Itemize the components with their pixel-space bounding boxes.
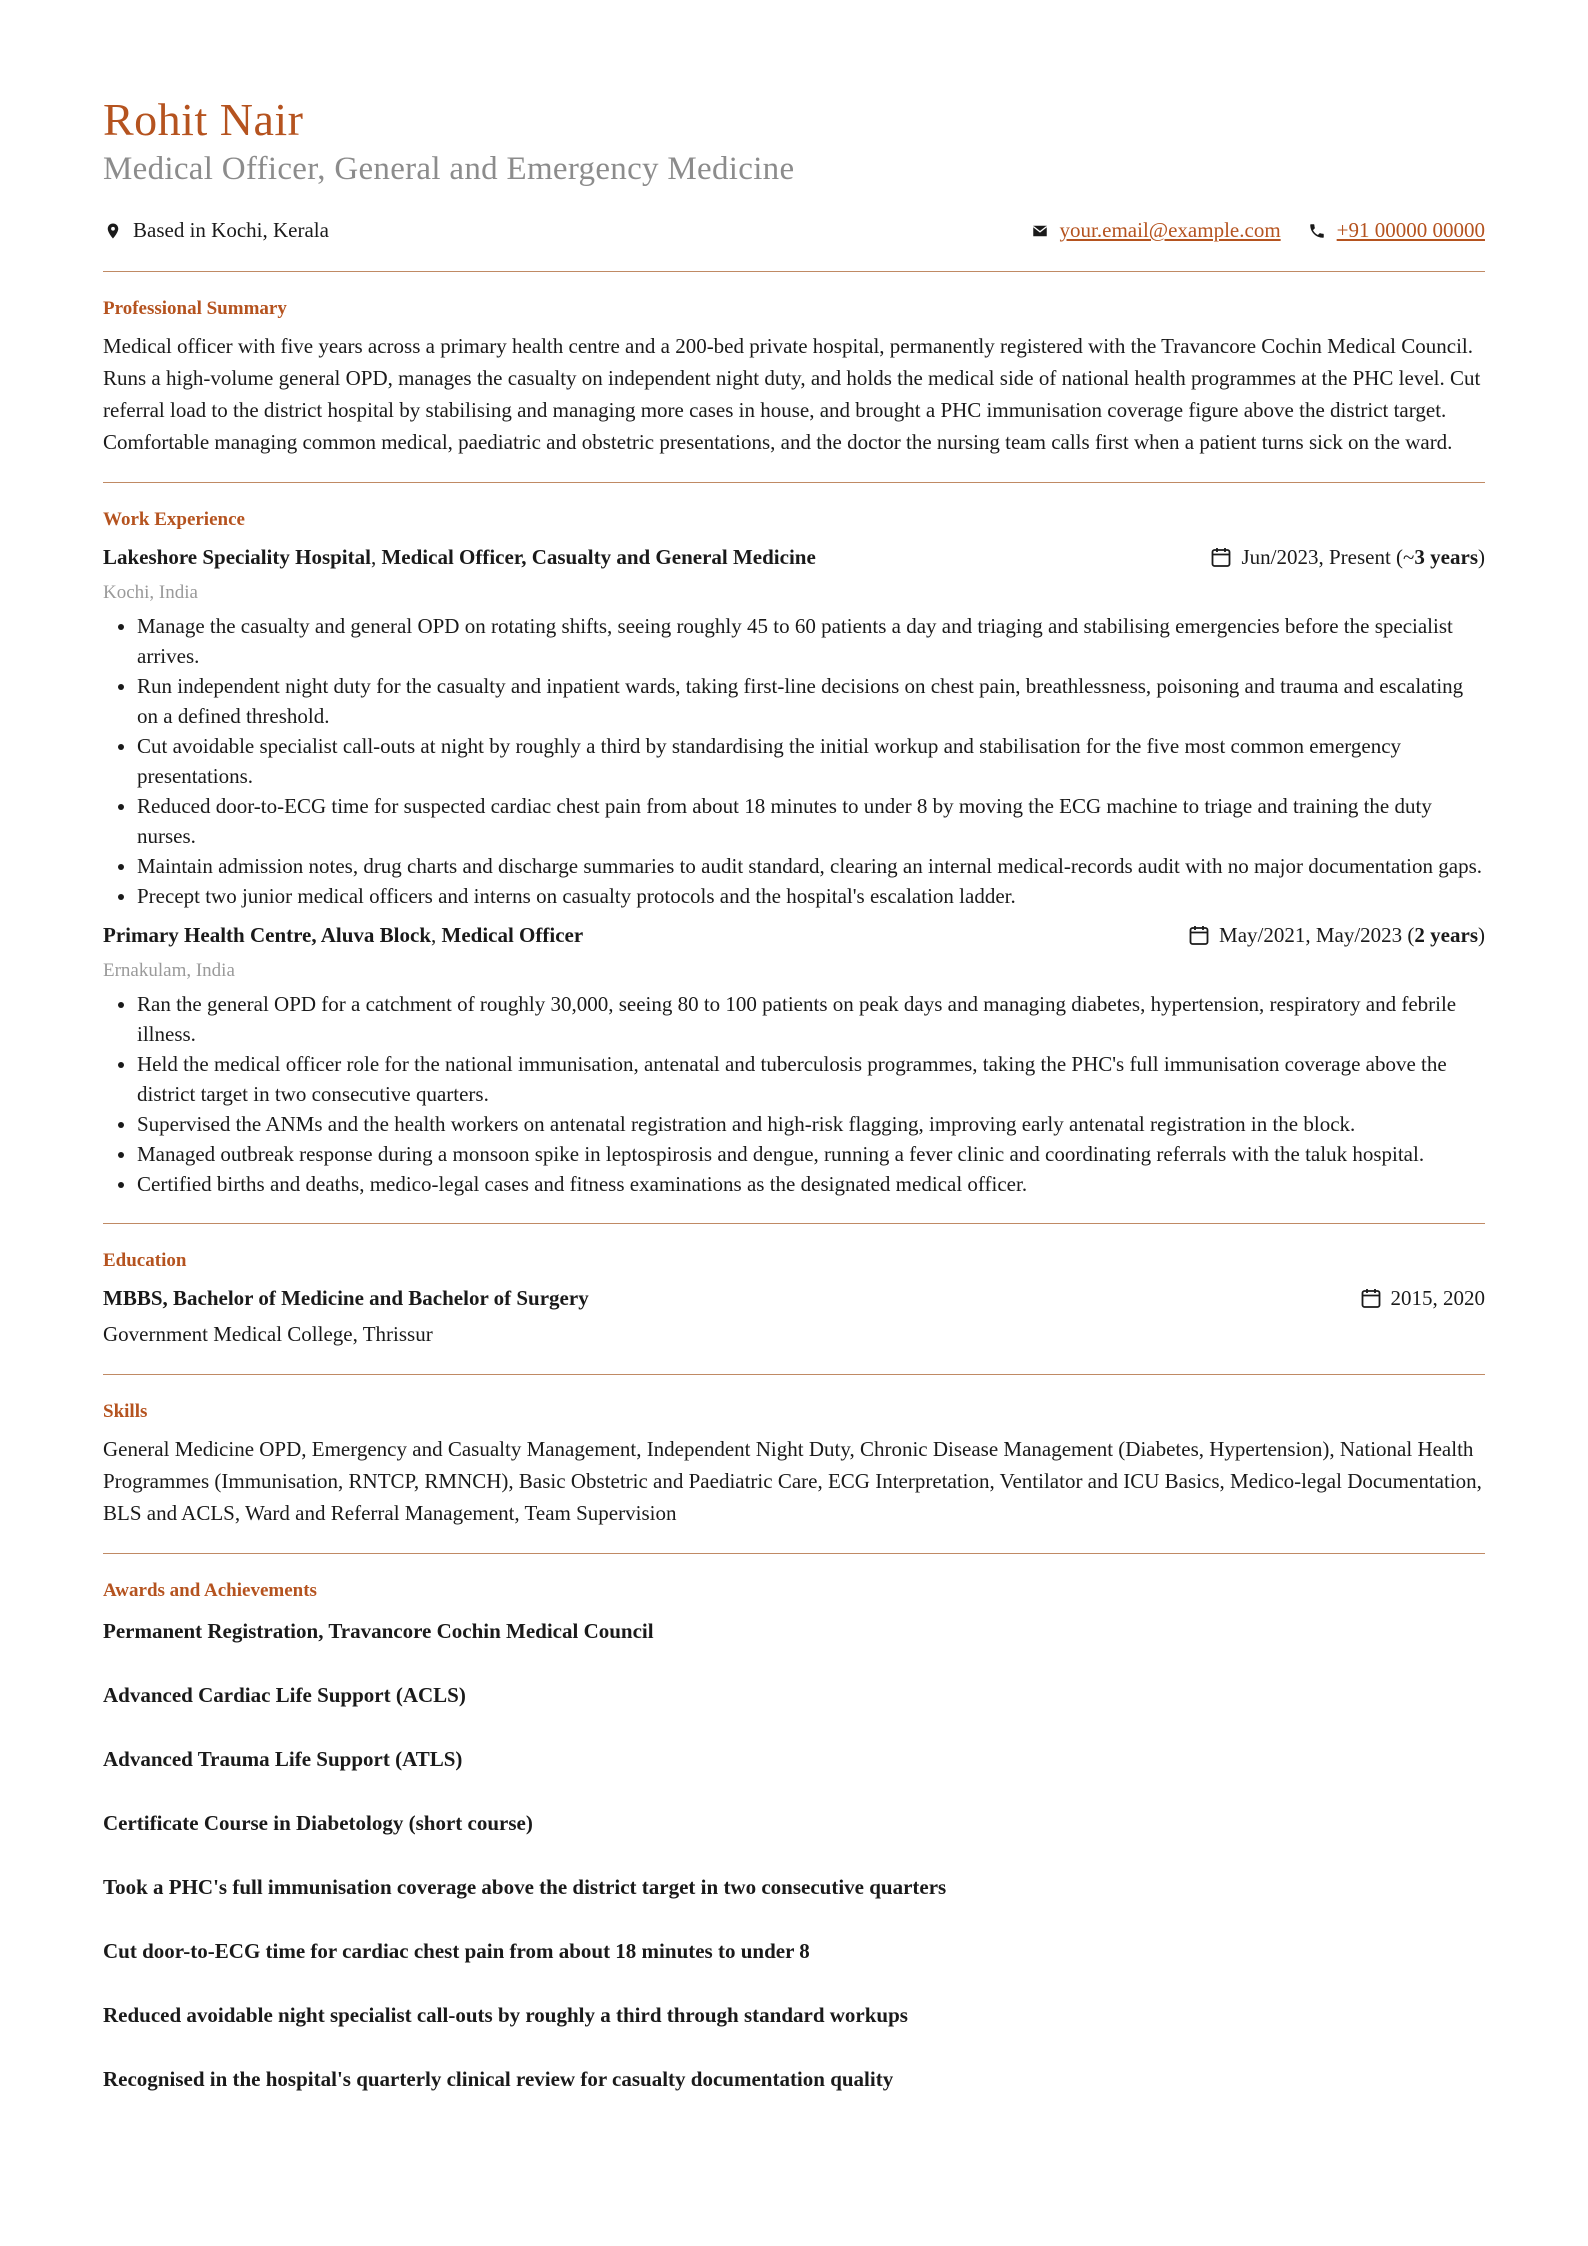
list-item: • Held the medical officer role for the national immunisation, antenatal and tuberculosis programmes, taking the PHC's full immunisation coverage above the district target in two consecutive quarters. (137, 1049, 1485, 1109)
email-link[interactable]: your.email@example.com (1059, 218, 1281, 243)
location-text: Based in Kochi, Kerala (133, 218, 329, 243)
summary-section (103, 272, 1485, 482)
summary-heading: Professional Summary (103, 298, 287, 320)
candidate-title: Medical Officer, General and Emergency Medicine (103, 150, 795, 187)
education-dates (1359, 1282, 1486, 1314)
job-entry (103, 919, 1485, 1199)
award-item: Recognised in the hospital's quarterly clinical review for casualty documentation quality (103, 2067, 894, 2092)
award-item: Permanent Registration, Travancore Cochin Medical Council (103, 1619, 654, 1644)
list-item: • Managed outbreak response during a monsoon spike in leptospirosis and dengue, running a fever clinic and coordinating referrals with the taluk hospital. (137, 1139, 1485, 1169)
job-date-close: ) (1478, 545, 1485, 570)
award-item: Advanced Cardiac Life Support (ACLS) (103, 1683, 466, 1708)
list-item: • Precept two junior medical officers and interns on casualty protocols and the hospital's escalation ladder. (137, 881, 1485, 911)
job-bullets (103, 989, 1485, 1199)
job-date-range: May/2021, May/2023 ( (1219, 923, 1415, 948)
list-item: • Certified births and deaths, medico-legal cases and fitness examinations as the designated medical officer. (137, 1169, 1485, 1199)
job-title-line: Lakeshore Speciality Hospital, Medical Officer, Casualty and General Medicine (103, 545, 816, 570)
email-item (1030, 218, 1281, 243)
education-header (103, 1282, 1485, 1314)
envelope-icon (1030, 221, 1050, 241)
list-item: • Reduced door-to-ECG time for suspected cardiac chest pain from about 18 minutes to under 8 by moving the ECG machine to triage and training the duty nurses. (137, 791, 1485, 851)
awards-section (103, 1554, 1485, 2152)
job-dates (1187, 919, 1485, 951)
job-date-close: ) (1478, 923, 1485, 948)
phone-icon (1307, 221, 1327, 241)
job-location: Ernakulam, India (103, 960, 235, 982)
contact-row (103, 218, 1485, 243)
phone-item (1307, 218, 1485, 243)
list-item: • Supervised the ANMs and the health workers on antenatal registration and high-risk flagging, improving early antenatal registration in the block. (137, 1109, 1485, 1139)
job-duration: 3 years (1414, 545, 1478, 570)
award-item: Advanced Trauma Life Support (ATLS) (103, 1747, 463, 1772)
award-item: Reduced avoidable night specialist call-outs by roughly a third through standard workups (103, 2003, 908, 2028)
awards-heading: Awards and Achievements (103, 1580, 317, 1602)
list-item: • Cut avoidable specialist call-outs at night by roughly a third by standardising the initial workup and stabilisation for the five most common emergency presentations. (137, 731, 1485, 791)
job-duration: 2 years (1414, 923, 1478, 948)
calendar-icon (1187, 923, 1211, 947)
school-name: Government Medical College, Thrissur (103, 1322, 433, 1347)
job-title-line: Primary Health Centre, Aluva Block, Medical Officer (103, 923, 584, 948)
job-header (103, 919, 1485, 951)
location-item (103, 218, 329, 243)
list-item: • Maintain admission notes, drug charts and discharge summaries to audit standard, clearing an internal medical-records audit with no major documentation gaps. (137, 851, 1485, 881)
job-bullets (103, 611, 1485, 911)
calendar-icon (1209, 545, 1233, 569)
job-location: Kochi, India (103, 582, 198, 604)
education-section (103, 1224, 1485, 1374)
skills-text: General Medicine OPD, Emergency and Casualty Management, Independent Night Duty, Chronic Disease Management (Diabetes, Hypertension), National Health Programmes (Immunisation, RNTCP, RMNCH), Basic Obstetric and Paediatric Care, ECG Interpretation, Ventilator and ICU Basics, Medico-legal Documentation, BLS and ACLS, Ward and Referral Management, Team Supervision (103, 1437, 1482, 1526)
phone-link[interactable]: +91 00000 00000 (1336, 218, 1485, 243)
awards-list (103, 1616, 1485, 2094)
location-pin-icon (103, 221, 123, 241)
job-header (103, 541, 1485, 573)
calendar-icon (1359, 1286, 1383, 1310)
list-item: • Run independent night duty for the casualty and inpatient wards, taking first-line decisions on chest pain, breathlessness, poisoning and trauma and escalating on a defined threshold. (137, 671, 1485, 731)
summary-text: Medical officer with five years across a primary health centre and a 200-bed private hospital, permanently registered with the Travancore Cochin Medical Council. Runs a high-volume general OPD, manages the casualty on independent night duty, and holds the medical side of national health programmes at the PHC level. Cut referral load to the district hospital by stabilising and managing more cases in house, and brought a PHC immunisation coverage figure above the district target. Comfortable managing common medical, paediatric and obstetric presentations, and the doctor the nursing team calls first when a patient turns sick on the ward. (103, 334, 1481, 455)
education-date-range: 2015, 2020 (1390, 1286, 1485, 1311)
list-item: • Manage the casualty and general OPD on rotating shifts, seeing roughly 45 to 60 patients a day and triaging and stabilising emergencies before the specialist arrives. (137, 611, 1485, 671)
experience-heading: Work Experience (103, 509, 245, 531)
job-entry (103, 541, 1485, 911)
skills-section (103, 1375, 1485, 1553)
list-item: • Ran the general OPD for a catchment of roughly 30,000, seeing 80 to 100 patients on peak days and managing diabetes, hypertension, respiratory and febrile illness. (137, 989, 1485, 1049)
job-date-range: Jun/2023, Present (~ (1241, 545, 1415, 570)
job-dates (1209, 541, 1485, 573)
job-org: Primary Health Centre, Aluva Block (103, 923, 431, 948)
job-org: Lakeshore Speciality Hospital (103, 545, 371, 570)
skills-heading: Skills (103, 1401, 148, 1423)
degree-name: MBBS, Bachelor of Medicine and Bachelor of Surgery (103, 1286, 589, 1311)
award-item: Certificate Course in Diabetology (short course) (103, 1811, 533, 1836)
job-role: Medical Officer, Casualty and General Medicine (381, 545, 816, 570)
contact-links (1030, 218, 1485, 243)
award-item: Cut door-to-ECG time for cardiac chest pain from about 18 minutes to under 8 (103, 1939, 810, 1964)
experience-section (103, 483, 1485, 1223)
education-heading: Education (103, 1250, 187, 1272)
job-role: Medical Officer (441, 923, 584, 948)
award-item: Took a PHC's full immunisation coverage above the district target in two consecutive quarters (103, 1875, 947, 1900)
candidate-name: Rohit Nair (103, 94, 304, 145)
